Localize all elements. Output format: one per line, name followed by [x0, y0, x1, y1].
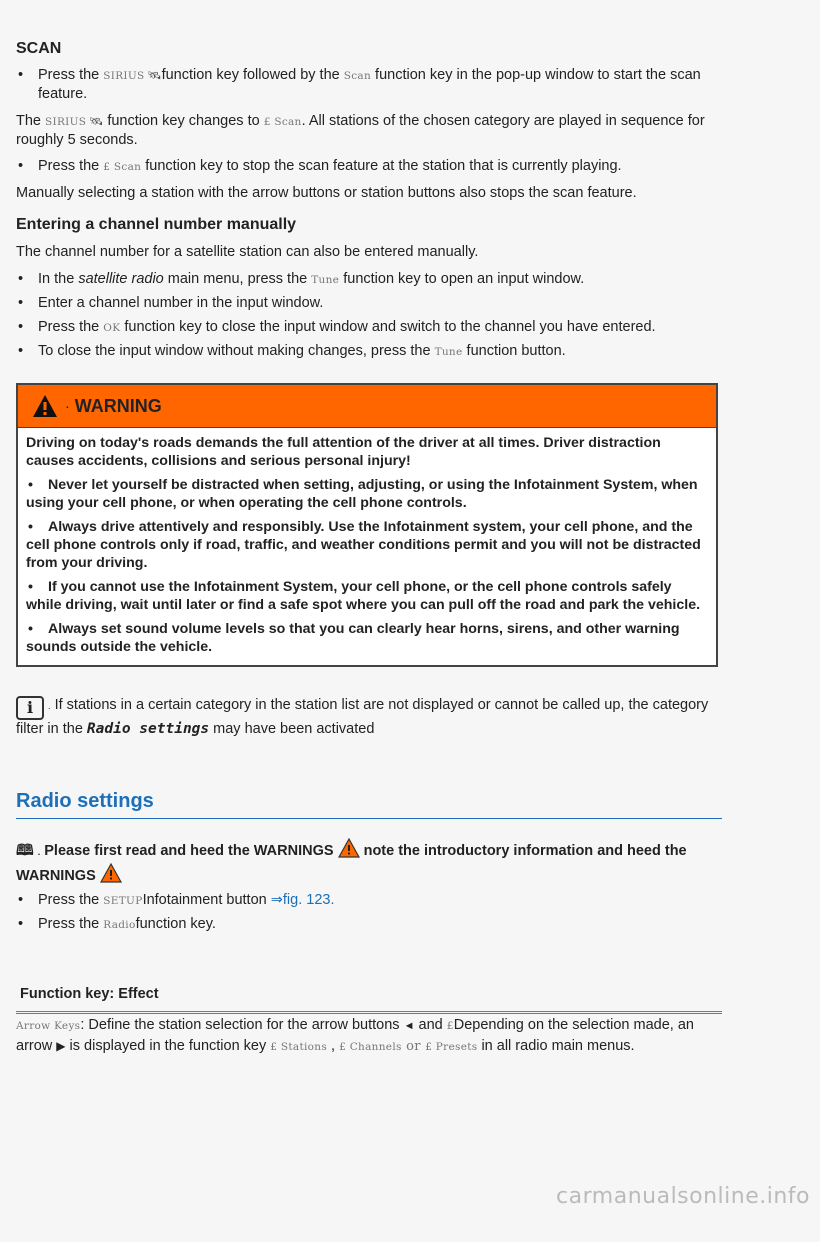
warning-triangle-icon: [100, 863, 122, 883]
channel-bullet-3: • Press the OK function key to close the input window and switch to the channel you have entered.: [16, 318, 722, 337]
presets-key: £ Presets: [425, 1041, 478, 1053]
right-arrow-icon: ▶: [56, 1039, 66, 1053]
channel-intro: The channel number for a satellite station can also be entered manually.: [16, 244, 479, 260]
scan-bullet-2: • Press the £ Scan function key to stop the scan feature at the station that is currently playing.: [16, 157, 722, 176]
warning-header: . WARNING: [18, 385, 716, 428]
setup-key: SETUP: [103, 895, 143, 907]
warning-body: [18, 428, 716, 656]
channel-heading: Entering a channel number manually: [16, 216, 297, 233]
warning-title: WARNING: [74, 396, 162, 416]
info-note-icon: i: [16, 696, 44, 720]
left-arrow-icon: ◄: [403, 1020, 415, 1032]
channels-key: £ Channels: [339, 1041, 402, 1053]
scan-key: Scan: [343, 70, 372, 82]
tune-key: Tune: [311, 274, 340, 286]
scan-paragraph-2: Manually selecting a station with the arrow buttons or station buttons also stops the scan feature.: [16, 185, 637, 201]
satellite-icon: 🛰: [86, 116, 104, 128]
function-key-row: Arrow Keys: Define the station selection for the arrow buttons ◄ and £Depending on the selection made, an arrow ▶ is displayed in the function key £ Stations , £ Channels or £ Presets in all radio main menus.: [16, 1017, 694, 1054]
warning-intro: Driving on today's roads demands the full attention of the driver at all times. Driver distraction causes accidents, collisions and serious personal injury!: [26, 435, 661, 469]
read-warnings-line: 🕮 . Please first read and heed the WARNINGS note the introductory information and heed the WARNINGS: [16, 838, 722, 887]
sirius-key: SIRIUS: [103, 70, 145, 82]
arrow-keys-key: Arrow Keys: [16, 1020, 81, 1032]
radio-key: Radio: [103, 919, 136, 931]
book-icon: 🕮: [16, 842, 34, 859]
warning-triangle-icon: [32, 394, 58, 418]
note-paragraph: i . If stations in a certain category in the station list are not displayed or cannot be called up, the category filter in the Radio settings may have been activated: [16, 697, 709, 737]
fig-123-link[interactable]: ⇒fig. 123.: [270, 892, 335, 908]
channel-bullet-4: • To close the input window without making changes, press the Tune function button.: [16, 342, 722, 361]
warning-item: • If you cannot use the Infotainment System, your cell phone, or the cell phone controls safely while driving, wait until later or find a safe spot where you can pull off the road and park the vehicle.: [26, 579, 701, 613]
scan-heading: SCAN: [16, 40, 62, 57]
radio-settings-heading: Radio settings: [16, 792, 722, 819]
ok-key: OK: [103, 322, 121, 334]
scan-paragraph-1: The SIRIUS 🛰 function key changes to £ Scan. All stations of the chosen category are played in sequence for roughly 5 seconds.: [16, 113, 705, 148]
warning-item: • Always set sound volume levels so that you can clearly hear horns, sirens, and other warning sounds outside the vehicle.: [26, 621, 680, 655]
scan-bullet-1: • Press the SIRIUS 🛰function key followed by the Scan function key in the pop-up window to start the scan feature.: [16, 66, 722, 103]
warning-box: [16, 383, 718, 667]
channel-bullet-2: • Enter a channel number in the input window.: [16, 294, 722, 312]
satellite-icon: 🛰: [144, 70, 162, 82]
function-key-table-header: Function key: Effect: [16, 985, 722, 1014]
stations-key: £ Stations: [270, 1041, 328, 1053]
warning-item: • Never let yourself be distracted when setting, adjusting, or using the Infotainment System, when using your cell phone, or when operating the cell phone controls.: [26, 477, 698, 511]
warning-triangle-icon: [338, 838, 360, 858]
radio-bullet-2: • Press the Radiofunction key.: [16, 915, 722, 934]
warning-item: • Always drive attentively and responsibly. Use the Infotainment system, your cell phone, and the cell phone controls only if road, traffic, and weather conditions permit and you will not be distracted from your driving.: [26, 519, 701, 571]
watermark: carmanualsonline.info: [556, 1184, 810, 1209]
channel-bullet-1: • In the satellite radio main menu, press the Tune function key to open an input window.: [16, 270, 722, 289]
radio-bullet-1: • Press the SETUPInfotainment button ⇒fig. 123.: [16, 891, 722, 910]
